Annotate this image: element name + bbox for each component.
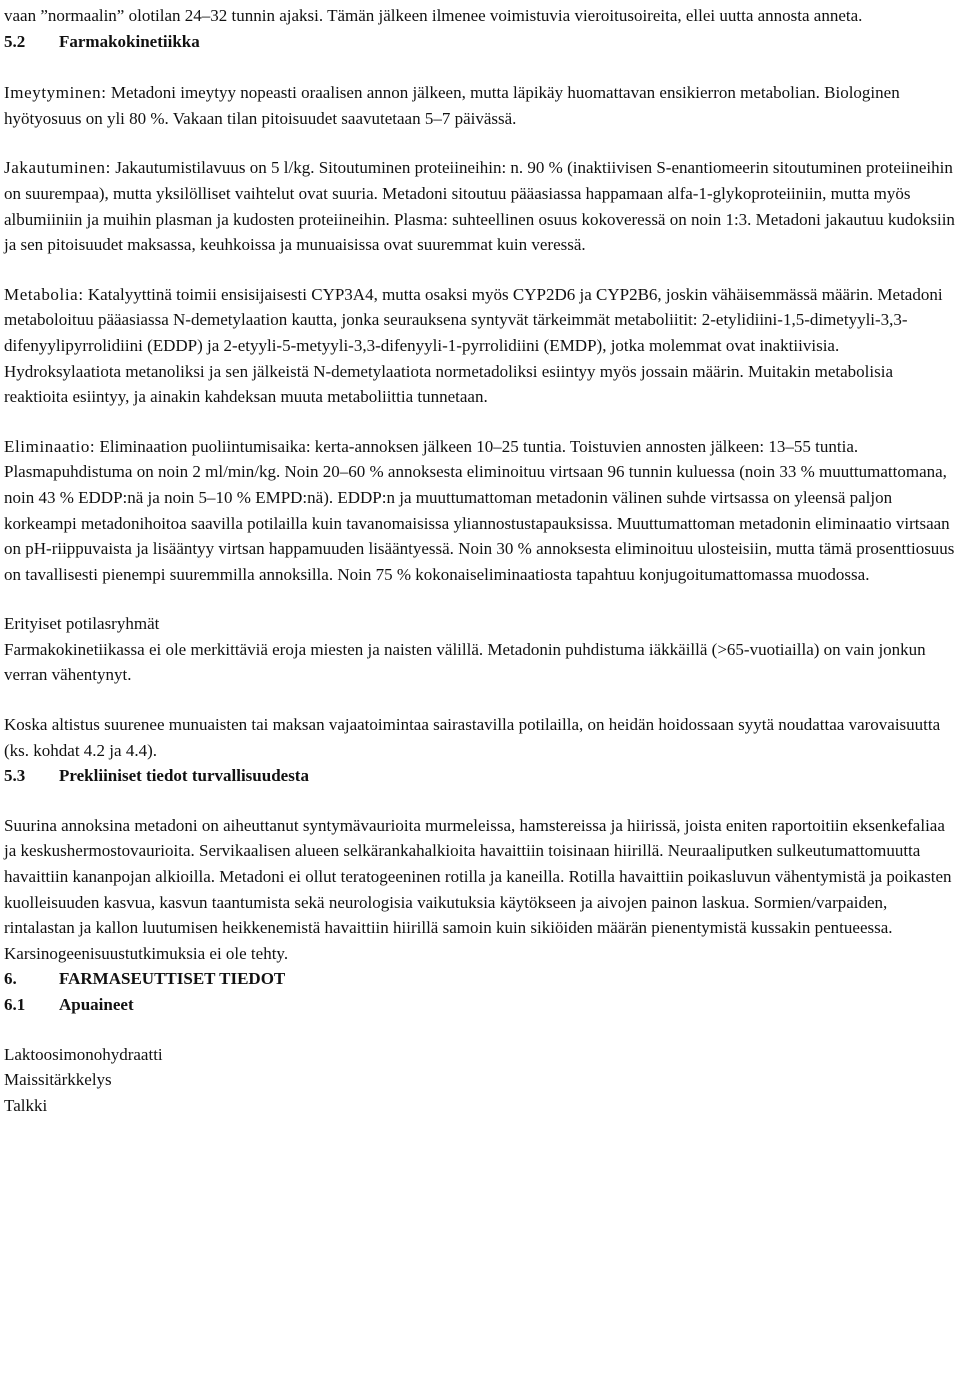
- absorption-label: Imeytyminen:: [4, 83, 107, 103]
- section-5-3-number: 5.3: [4, 766, 26, 786]
- document-page: [4, 3, 959, 1118]
- section-5-2-heading: [4, 29, 959, 55]
- caution-paragraph: Koska altistus suurenee munuaisten tai maksan vajaatoimintaa sairastavilla potilailla, on heidän hoidossaan syytä noudattaa varovaisuutta (ks. kohdat 4.2 ja 4.4).: [4, 715, 941, 760]
- absorption-text: Metadoni imeytyy nopeasti oraalisen annon jälkeen, mutta läpikäy huomattavan ensikierron metabolian. Biologinen hyötyosuus on yli 80 %. Vakaan tilan pitoisuudet saavutetaan 5–7 päivässä.: [4, 83, 900, 128]
- special-groups-title: Erityiset potilasryhmät: [4, 614, 160, 634]
- section-6-title: FARMASEUTTISET TIEDOT: [59, 969, 286, 989]
- elimination-label: Eliminaatio:: [4, 436, 96, 456]
- section-6-1-number: 6.1: [4, 995, 26, 1014]
- section-5-2-title: Farmakokinetiikka: [59, 31, 200, 51]
- section-5-2-number: 5.2: [4, 31, 26, 51]
- excipient-item: Talkki: [4, 1095, 48, 1115]
- excipient-item: Laktoosimonohydraatti: [4, 1044, 163, 1064]
- section-6-heading: [4, 966, 959, 992]
- section-6-number: 6.: [4, 969, 17, 989]
- intro-paragraph: vaan ”normaalin” olotilan 24–32 tunnin ajaksi. Tämän jälkeen ilmenee voimistuvia vieroitusoireita, ellei uutta annosta anneta.: [4, 6, 863, 25]
- distribution-label: Jakautuminen:: [4, 158, 111, 178]
- section-6-1-heading: [4, 992, 959, 1018]
- section-5-3-heading: [4, 763, 959, 789]
- elimination-paragraph: [4, 434, 959, 588]
- excipient-item: Maissitärkkelys: [4, 1070, 112, 1090]
- special-groups-paragraph: Farmakokinetiikassa ei ole merkittäviä eroja miesten ja naisten välillä. Metadonin puhdistuma iäkkäillä (>65-vuotiailla) on vain jonkun verran vähentynyt.: [4, 639, 926, 685]
- metabolism-paragraph: [4, 282, 959, 410]
- absorption-paragraph: [4, 80, 959, 131]
- distribution-paragraph: [4, 155, 959, 257]
- distribution-text: Jakautumistilavuus on 5 l/kg. Sitoutuminen proteiineihin: n. 90 % (inaktiivisen S-enantiomeerin sitoutuminen proteiineihin on suurempaa), mutta yksilölliset vaihtelut ovat suuria. Metadoni sitoutuu pääasiassa happamaan alfa-1-glykoproteiiniin, mutta myös albumiiniin ja muihin plasman ja kudosten proteiineihin. Plasma: suhteellinen osuus kokoveressä on noin 1:3. Metadoni jakautuu kudoksiin ja sen pitoisuudet maksassa, keuhkoissa ja munuaisissa ovat suuremmat kuin veressä.: [4, 158, 955, 255]
- section-5-3-title: Prekliiniset tiedot turvallisuudesta: [59, 766, 309, 786]
- metabolism-label: Metabolia:: [4, 284, 84, 304]
- metabolism-text: Katalyyttinä toimii ensisijaisesti CYP3A4, mutta osaksi myös CYP2D6 ja CYP2B6, joskin vähäisemmässä määrin. Metadoni metaboloituu pääasiassa N-demetylaation kautta, jonka seurauksena syntyvät tärkeimmät metaboliitit: 2-etylidiini-1,5-dimetyyli-3,3-difenyylipyrrolidiini (EDDP) ja 2-etyyli-5-metyyli-3,3-difenyyli-1-pyrrolidiini (EMDP), jotka molemmat ovat inaktiivisia. Hydroksylaatiota metanoliksi ja sen jälkeistä N-demetylaatiota normetadoliksi esiintyy myös jossain määrin. Muitakin metabolisia reaktioita esiintyy, ja ainakin kahdeksan muuta metaboliittia tunnetaan.: [4, 284, 943, 407]
- section-6-1-title: Apuaineet: [59, 995, 134, 1014]
- excipients-list: [4, 1042, 959, 1119]
- elimination-text: Eliminaation puoliintumisaika: kerta-annoksen jälkeen 10–25 tuntia. Toistuvien annosten jälkeen: 13–55 tuntia. Plasmapuhdistuma on noin 2 ml/min/kg. Noin 20–60 % annoksesta eliminoituu virtsaan 96 tunnin kuluessa (noin 33 % muuttumattomana, noin 43 % EDDP:nä ja noin 5–10 % EMPD:nä). EDDP:n ja muuttumattoman metadonin välinen suhde virtsassa on yleensä paljon korkeampi metadonihoitoa saavilla potilailla kuin tavanomaisissa yliannostustapauksissa. Muuttumattoman metadonin eliminaatio virtsaan on pH-riippuvaista ja lisääntyy virtsan happamuuden lisääntyessä. Noin 30 % annoksesta eliminoituu ulosteisiin, mutta tämä prosenttiosuus on tavallisesti pienempi suuremmilla annoksilla. Noin 75 % kokonaiseliminaatiosta tapahtuu konjugoitumattomassa muodossa.: [4, 436, 955, 584]
- preclinical-paragraph: Suurina annoksina metadoni on aiheuttanut syntymävaurioita murmeleissa, hamstereissa ja hiirissä, joista eniten raportoitiin eksenkefaliaa ja keskushermostovaurioita. Servikaalisen alueen selkärankahalkioita havaittiin toisinaan hiirillä. Neuraaliputken sulkeutumattomuutta havaittiin kananpojan alkioilla. Metadoni ei ollut teratogeeninen rotilla ja kaneilla. Rotilla havaittiin poikasluvun vähentymistä ja poikasten kuolleisuuden kasvua, kasvun taantumista sekä neurologisia vaikutuksia käytökseen ja aivojen painon laskua. Sormien/varpaiden, rintalastan ja kallon luutumisen heikkenemistä havaittiin hiirillä samoin kuin sikiöiden määrän pienentymistä kussakin pentueessa. Karsinogeenisuustutkimuksia ei ole tehty.: [4, 815, 952, 963]
